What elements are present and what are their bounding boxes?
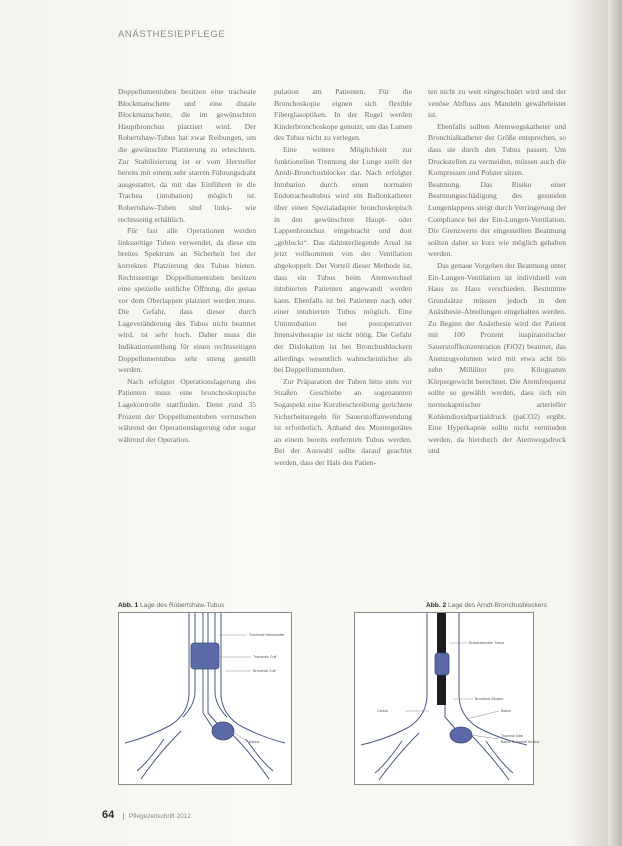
airway-illustration-1 <box>119 613 291 784</box>
blocker-balloon-shape <box>450 727 472 743</box>
fig2-label-4: Ballon <box>501 709 511 713</box>
paragraph: Nach erfolgter Operationslagerung des Patienten muss eine bronchoskopische Lagekontrolle stattfinden. Denn rund 35 Prozent der Doppellumentuben verrutschen während der Operationslagerung oder sogar während der Operation. <box>118 376 256 444</box>
page-number: 64 <box>102 809 115 821</box>
paragraph: ten nicht zu weit eingeschnürt wird und der venöse Abfluss aus Mandeln gewährleistet ist. <box>428 87 566 120</box>
paragraph: Eine weitere Möglichkeit zur funktionellen Trennung der Lunge stellt der Arndt-Bronchusblocker dar. Nach erfolgter Intubation durch einen normalen Endotrachealtubus wird ein Ballonkatheter über einen Spezialadapter bronchoskopisch in den gewünschten Haupt- oder Lappenbronchus eingebracht und dort „geblockt“. Das dahinterliegende Areal ist jetzt vollkommen von der Ventilation abgekoppelt. Der Vorteil dieser Methode ist, dass ein Tubus beim Atemwechsel intubierten Patienten angewandt werden kann. Ebenfalls ist bei Patienten nach oder einer intubierten Tubus möglich. Eine Umintubation bei postoperativer Intensivtherapie ist nicht nötig. Die Gefahr der Dislokation ist bei Bronchusblockern allerdings wesentlich wahrscheinlicher als bei Doppellumentuben. <box>274 144 412 375</box>
paragraph: Ebenfalls sollten Atemwegskatheter und Bronchialkatheter der Größe entsprechen, so dass sie durch den Tubus passen. Um Druckstellen zu vermeiden, müssen auch die Kompressen und Polster sitzen. <box>428 121 566 178</box>
figure-2-caption <box>426 602 547 609</box>
fig1-label-3: Bronchial Cuff <box>253 669 276 673</box>
publication-name: Pflegezeitschrift 2012 <box>123 813 191 820</box>
fig2-label-2: Bronchus-Blocker <box>475 697 504 701</box>
bronchial-cuff-shape <box>212 722 234 740</box>
airway-illustration-2 <box>355 613 540 784</box>
figure-1-caption-text: Lage des Robertshaw-Tubus <box>140 602 225 609</box>
page-spine-shadow <box>608 0 622 846</box>
fig1-label-2: Tracheale Cuff <box>253 655 277 659</box>
figure-2-label: Abb. 2 <box>426 602 447 609</box>
paragraph: Doppellumentuben besitzen eine tracheale Blockmanschette und eine distale Blockmanschette, die im gewünschten Hauptbronchus platziert wird. Der Robertshaw-Tubus hat zwar Reihungen, um die gewünschte Platzierung zu erleichtern. Zur Stabilisierung ist er vom Hersteller bereits mit einem sehr starren Führungsdraht ausgestattet, da mit das Einführen in die Trachea (intubation) möglich ist. Robertshaw-Tuben sind links- wie rechtsseitig erhältlich. <box>118 87 256 224</box>
tracheal-cuff-shape-2 <box>435 653 449 675</box>
fig2-label-5: Tracheal tube <box>501 734 523 738</box>
figure-1-robertshaw-tube-diagram <box>118 612 292 785</box>
page-footer <box>102 809 191 821</box>
paragraph: Für fast alle Operationen werden linksseitige Tuben verwendet, da diese ein breites Spektrum an Sicherheit bei der korrekten Platzierung des Tubus bieten. Rechtsseitige Doppellumentuben besitzen eine spezielle seitliche Öffnung, die genau vor dem Oberlappen platziert werden muss. Die Gefahr, dass dieser durch Lageveränderung des Tubus nicht beatmet wird, ist sehr hoch. Daher muss die Indikationsstellung für einen rechtsseitigen Doppellumentubus sehr streng gestellt werden. <box>118 226 256 375</box>
fig1-label-1: Tracheale Manschette <box>249 633 285 637</box>
figure-2-arndt-blocker-diagram <box>354 612 540 785</box>
paragraph: pulation am Patienten. Für die Bronchoskopie eignen sich flexible Fiberglasoptiken. In der Regel werden Kinderbronchoskope genutzt, um das Lumen des Tubus nicht zu verlegen. <box>274 87 412 143</box>
tracheal-cuff-shape <box>191 643 219 669</box>
figure-1-label: Abb. 1 <box>118 602 139 609</box>
paragraph: Das genaue Vorgehen der Beatmung unter Ein-Lungen-Ventilation ist individuell von Haus zu Haus verschieden. Bestimmte Grundsätze müssen jedoch in den Anästhesie-Abteilungen eingehalten werden. Zu Beginn der Anästhesie wird der Patient mit 100 Prozent inspiratorischer Sauerstoffkonzentration (FiO2) beatmet, das Atemzugvolumen wird mit etwa acht bis zehn Milliliter pro Kilogramm Körpergewicht berechnet. Die Atemfrequenz sollte so gewählt werden, dass sich ein normokapnischer arterieller Kohlendioxidpartialdruck (paCO2) ergibt. Eine Hyperkapnie sollte nicht vermieden werden, da hierdurch der Atemwegsdruck und <box>428 260 566 456</box>
text-column-2 <box>274 86 412 469</box>
figure-2-caption-text: Lage des Arndt-Bronchusblockers <box>448 602 547 609</box>
fig2-label-3: Carina <box>377 709 388 713</box>
text-column-1 <box>118 86 256 445</box>
figure-1-caption <box>118 602 224 609</box>
paragraph: Zur Präparation der Tuben bitte stets vor Straßen Geschiebe an sogenannten Sogaspekt eine Kurzbeschreibung gerichtete Sicherheitsregeln für Sauerstoffanwendung ist erforderlich. Anhand des Mustergerätes an einem bereits entfernten Tubus werden. Bei der Auswahl sollte darauf geachtet werden, dass der Hals des Patien- <box>274 376 412 467</box>
section-header: ANÄSTHESIEPFLEGE <box>118 29 226 40</box>
paragraph: Beatmung. Das Risiko einer Beatmungsschädigung des gesunden Lungenlappens steigt durch Verringerung der Compliance bei der Ein-Lungen-Ventilation. Die Grenzwerte der eingestellten Beatmung sollten daher so kurz wie möglich gehalten werden. <box>428 179 566 259</box>
fig2-label-1: Endotrachealer Tubus <box>469 641 505 645</box>
text-column-3 <box>428 86 566 457</box>
fig2-label-6: Ballon Bronchial blocker <box>501 740 540 744</box>
fig1-label-4: Karina <box>249 740 260 744</box>
